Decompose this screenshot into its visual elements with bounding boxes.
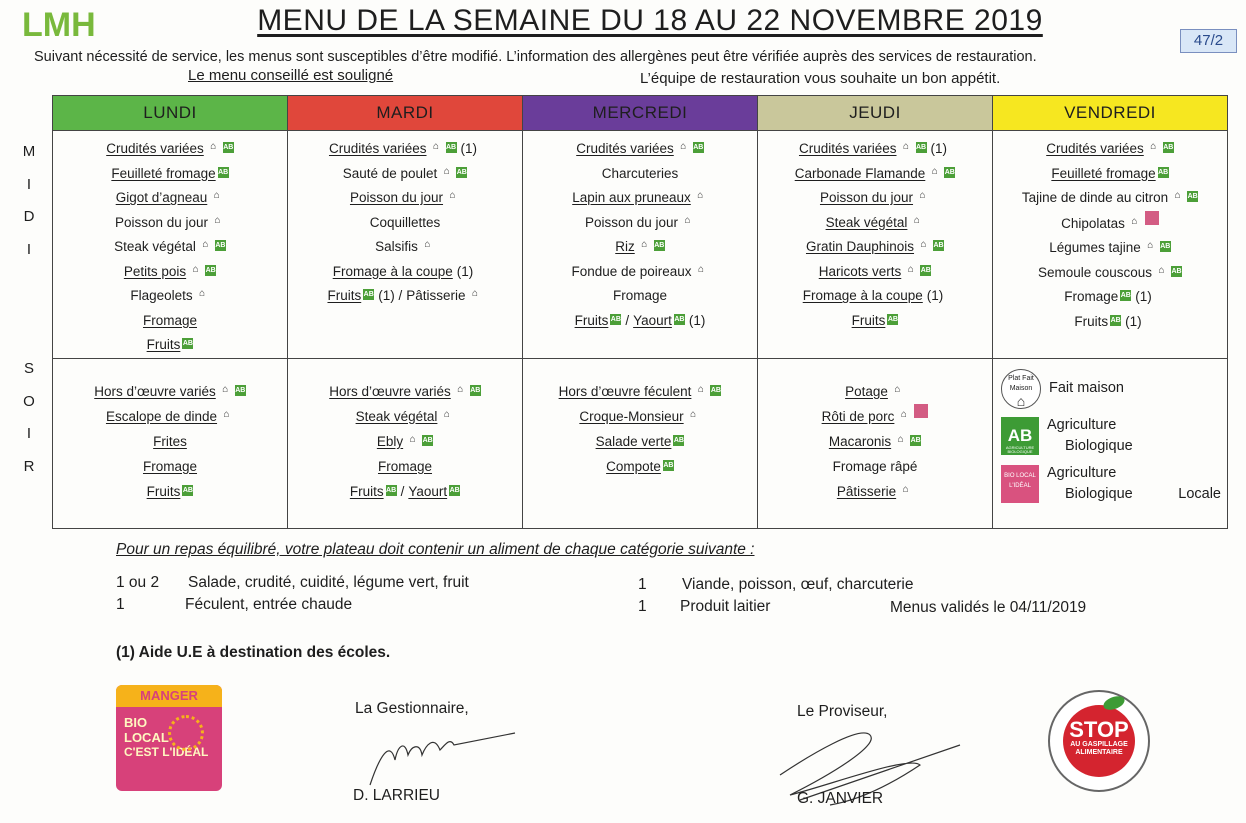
menu-item	[993, 186, 1227, 211]
reference-badge: 47/2	[1180, 29, 1237, 53]
menu-item	[758, 137, 992, 162]
menu-item-label: Fruits	[349, 483, 384, 499]
fait-maison-icon: ⌂	[223, 408, 230, 420]
ab-bio-icon: AB	[456, 168, 467, 176]
fait-maison-icon: ⌂	[214, 214, 221, 226]
menu-item-label: Fruits	[146, 337, 181, 352]
ab-bio-icon: AB	[1163, 144, 1174, 151]
ab-bio-icon: AB	[1187, 193, 1198, 200]
day-header: MARDI	[288, 96, 523, 131]
menu-item-label: Fromage	[142, 312, 198, 328]
menu-item	[53, 186, 287, 211]
menu-item-label: Fromage	[612, 288, 668, 303]
sun-icon	[168, 715, 204, 751]
menu-item	[758, 211, 992, 236]
menu-item-suffix: /	[400, 483, 405, 499]
ab-bio-icon: AB	[710, 386, 721, 394]
menu-item	[523, 235, 757, 260]
menu-item-label: Gigot d’agneau	[115, 190, 208, 205]
menu-item-label: Crudités variées	[328, 141, 427, 156]
menu-item-label: Salsifis	[375, 239, 418, 254]
menu-item-label: Fruits	[574, 312, 609, 328]
ab-bio-icon: AB AGRICULTURE BIOLOGIQUE	[1001, 417, 1039, 455]
menu-item	[288, 284, 522, 309]
menu-item-label: Chipolatas	[1061, 215, 1125, 231]
menu-item-label: Semoule couscous	[1037, 264, 1153, 280]
menu-item-label: Pâtisserie	[836, 483, 897, 499]
legend-fait-maison: Plat Fait Maison ⌂ Fait maison	[1001, 369, 1227, 409]
bon-appetit-note: L’équipe de restauration vous souhaite un bon appétit.	[640, 70, 1001, 87]
menu-item-label: Tajine de dinde au citron	[1021, 190, 1169, 205]
menu-item	[288, 454, 522, 479]
page-title: MENU DE LA SEMAINE DU 18 AU 22 NOVEMBRE 2019	[257, 4, 1043, 37]
menu-item-label: Yaourt	[408, 483, 448, 499]
ab-bio-icon: AB	[205, 266, 216, 274]
menu-item-suffix: /	[625, 312, 630, 328]
menu-item-suffix: (1)	[456, 263, 474, 279]
day-header: VENDREDI	[993, 96, 1228, 131]
fait-maison-icon: ⌂	[698, 263, 705, 275]
menu-item	[53, 379, 287, 404]
menu-item	[758, 235, 992, 260]
menu-item	[288, 379, 522, 404]
midi-row	[53, 131, 1228, 359]
soir-row	[53, 358, 1228, 529]
menu-item-label: Sauté de poulet	[342, 165, 438, 181]
fait-maison-icon: ⌂	[222, 383, 229, 395]
menu-item-label: Fromage	[142, 458, 198, 474]
menu-item-label: Fromage	[1064, 289, 1119, 304]
menu-item-suffix: (1)	[688, 312, 706, 328]
ab-bio-icon: AB	[1158, 168, 1169, 176]
fait-maison-icon: ⌂	[902, 141, 910, 152]
ab-bio-icon: AB	[944, 168, 955, 176]
ab-bio-icon: AB	[663, 461, 674, 469]
fait-maison-icon: ⌂	[192, 263, 199, 275]
ab-bio-icon: AB	[887, 315, 898, 323]
ab-bio-icon: AB	[445, 144, 457, 151]
menu-item	[523, 137, 757, 162]
side-label-soir: S O I R	[23, 360, 35, 475]
fait-maison-icon: ⌂	[1147, 240, 1154, 251]
menu-item-label: Fruits	[327, 288, 362, 303]
menu-item	[523, 309, 757, 334]
menu-item	[523, 404, 757, 429]
ab-bio-icon: AB	[910, 436, 921, 444]
day-header: JEUDI	[758, 96, 993, 131]
menu-item	[758, 162, 992, 187]
menu-item-label: Poisson du jour	[114, 214, 209, 230]
menu-item-label: Lapin aux pruneaux	[572, 190, 691, 205]
menu-item-label: Potage	[845, 383, 888, 399]
menu-item	[53, 429, 287, 454]
menu-item	[758, 186, 992, 211]
menu-item	[758, 260, 992, 285]
menu-item-label: Poisson du jour	[349, 190, 444, 205]
menu-item-label: Carbonade Flamande	[794, 165, 926, 181]
menu-item	[53, 137, 287, 162]
menu-item-label: Ebly	[376, 433, 404, 449]
gestionnaire-name: D. LARRIEU	[353, 787, 440, 804]
fait-maison-icon: ⌂	[210, 141, 217, 152]
ab-bio-icon: AB	[215, 242, 226, 249]
menu-item-suffix: (1) /	[378, 288, 403, 303]
menu-item	[288, 162, 522, 187]
menu-item	[53, 260, 287, 285]
menu-item-label: Crudités variées	[576, 141, 674, 156]
ab-bio-icon: AB	[693, 144, 704, 151]
gestionnaire-signature	[350, 715, 520, 790]
menu-item-label: Crudités variées	[106, 141, 204, 156]
stop-gaspillage-badge	[1048, 690, 1150, 792]
menu-item	[53, 284, 287, 309]
menu-item	[523, 454, 757, 479]
balanced-meal-note: Pour un repas équilibré, votre plateau doit contenir un aliment de chaque catégorie suivante :	[116, 541, 755, 558]
service-note: Suivant nécessité de service, les menus sont susceptibles d’être modifié. L’information des allergènes peut être vérifiée auprès des services de restauration.	[34, 49, 1037, 65]
menu-item-label: Crudités variées	[798, 141, 897, 156]
ab-bio-icon: AB	[470, 386, 481, 394]
ab-bio-icon: AB	[673, 436, 684, 444]
menu-item-label: Fromage	[377, 458, 433, 474]
recommended-note: Le menu conseillé est souligné	[188, 67, 394, 84]
menu-item	[523, 260, 757, 285]
menu-item	[53, 309, 287, 334]
menu-item	[53, 333, 287, 358]
fait-maison-icon: ⌂	[907, 263, 914, 275]
fait-maison-icon: ⌂	[913, 214, 920, 226]
fait-maison-icon: ⌂	[684, 214, 691, 226]
fait-maison-icon: ⌂	[443, 165, 450, 177]
menu-item-label: Crudités variées	[1046, 141, 1144, 156]
fait-maison-icon: ⌂	[900, 408, 907, 420]
menu-item	[288, 235, 522, 260]
menu-item-label: Steak végétal	[114, 239, 196, 254]
menu-item-label: Fondue de poireaux	[571, 263, 692, 279]
ab-bio-icon: AB	[422, 436, 433, 444]
fait-maison-icon: ⌂	[202, 239, 209, 250]
menu-item-label: Hors d’œuvre féculent	[558, 383, 692, 399]
ab-bio-icon: AB	[182, 486, 193, 494]
bio-local-icon	[1145, 211, 1159, 225]
menu-item-suffix: (1)	[926, 288, 944, 303]
soir-cell	[288, 359, 522, 504]
ab-bio-icon: AB	[610, 315, 621, 323]
menu-item	[288, 404, 522, 429]
fait-maison-icon: ⌂	[641, 239, 648, 250]
ab-bio-icon: AB	[1160, 243, 1171, 250]
category-item: 1 ou 2 Salade, crudité, cuidité, légume vert, fruit	[116, 574, 469, 591]
fait-maison-icon: ⌂	[471, 288, 479, 299]
menu-item	[758, 284, 992, 309]
menu-item-label: Charcuteries	[601, 165, 679, 181]
fait-maison-icon: ⌂	[894, 383, 901, 395]
fait-maison-icon: ⌂	[213, 190, 220, 201]
menu-item	[53, 162, 287, 187]
menu-item-suffix: (1)	[1125, 313, 1142, 329]
bio-local-icon: BIO LOCAL L'IDÉAL	[1001, 465, 1039, 503]
proviseur-label: Le Proviseur,	[797, 703, 888, 720]
menu-item	[523, 186, 757, 211]
fait-maison-icon: ⌂	[931, 165, 938, 177]
menu-item-label: Pâtisserie	[406, 288, 466, 303]
menu-item-label: Hors d’œuvre variés	[94, 383, 216, 399]
menu-item-label: Croque-Monsieur	[579, 408, 684, 424]
fait-maison-icon: ⌂	[443, 408, 450, 420]
fait-maison-icon: ⌂	[690, 408, 697, 420]
menu-item	[288, 479, 522, 504]
soir-cell	[523, 359, 757, 479]
validation-date: Menus validés le 04/11/2019	[890, 599, 1087, 616]
legend-local: BIO LOCAL L'IDÉAL Agriculture Biologique Locale	[1001, 463, 1227, 505]
day-header: MERCREDI	[523, 96, 758, 131]
fait-maison-icon: ⌂	[424, 239, 431, 250]
menu-item-label: Steak végétal	[825, 214, 908, 230]
menu-item	[523, 211, 757, 236]
fait-maison-icon: ⌂	[457, 383, 464, 395]
fait-maison-icon: ⌂	[432, 141, 440, 152]
menu-item-label: Haricots verts	[818, 263, 902, 279]
ab-bio-icon: AB	[674, 315, 685, 323]
menu-item-label: Riz	[615, 239, 635, 254]
menu-item	[53, 479, 287, 504]
day-header: LUNDI	[53, 96, 288, 131]
weekly-menu-table	[52, 95, 1228, 529]
lmh-logo	[20, 4, 116, 42]
menu-item	[993, 236, 1227, 261]
menu-item-label: Gratin Dauphinois	[805, 239, 915, 254]
ab-bio-icon: AB	[218, 168, 229, 176]
fait-maison-icon: ⌂	[919, 190, 926, 201]
fait-maison-icon: ⌂	[920, 239, 927, 250]
fait-maison-icon: ⌂	[897, 433, 904, 445]
fait-maison-icon: ⌂	[680, 141, 687, 152]
manger-bio-local-badge: MANGER BIO LOCAL C'EST L'IDÉAL	[116, 685, 222, 791]
category-item: 1 Produit laitier	[638, 598, 771, 615]
menu-item-label: Fruits	[1074, 313, 1109, 329]
midi-cell	[53, 131, 287, 358]
menu-item-label: Feuilleté fromage	[1051, 165, 1156, 181]
ab-bio-icon: AB	[915, 144, 927, 151]
menu-item	[523, 284, 757, 309]
soir-cell	[758, 359, 992, 504]
menu-item-label: Hors d’œuvre variés	[329, 383, 451, 399]
menu-item-suffix: (1)	[460, 141, 478, 156]
menu-item	[53, 454, 287, 479]
menu-item-label: Poisson du jour	[819, 190, 914, 205]
menu-item	[993, 310, 1227, 335]
ab-bio-icon: AB	[235, 386, 246, 394]
menu-item	[53, 404, 287, 429]
eu-aid-note: (1) Aide U.E à destination des écoles.	[116, 644, 391, 661]
menu-item	[993, 211, 1227, 237]
menu-item	[758, 429, 992, 454]
menu-item	[993, 261, 1227, 286]
menu-item-label: Yaourt	[633, 312, 672, 328]
ab-bio-icon: AB	[386, 486, 397, 494]
menu-item-label: Macaronis	[828, 433, 892, 449]
menu-item-label: Poisson du jour	[584, 214, 679, 230]
menu-item-label: Fruits	[851, 312, 886, 328]
menu-item-label: Steak végétal	[355, 408, 438, 424]
menu-item	[288, 137, 522, 162]
menu-item	[288, 429, 522, 454]
menu-item-label: Coquillettes	[369, 214, 441, 230]
menu-item	[288, 260, 522, 285]
menu-item-label: Fromage à la coupe	[802, 288, 923, 303]
menu-item-label: Escalope de dinde	[105, 408, 218, 424]
fait-maison-icon: ⌂	[409, 433, 416, 445]
midi-cell	[758, 131, 992, 333]
logo-text: LMH	[22, 6, 96, 42]
category-item: 1 Viande, poisson, œuf, charcuterie	[638, 576, 914, 593]
menu-item-label: Flageolets	[130, 288, 193, 303]
ab-bio-icon: AB	[1171, 267, 1182, 275]
menu-item	[288, 211, 522, 236]
side-label-midi: M I D I	[22, 143, 36, 258]
legend	[993, 359, 1227, 505]
fait-maison-icon: ⌂	[697, 190, 704, 201]
day-header-row	[53, 96, 1228, 131]
ab-bio-icon: AB	[223, 144, 234, 151]
menu-item	[758, 404, 992, 429]
menu-item-label: Compote	[606, 458, 661, 474]
legend-bio: AB AGRICULTURE BIOLOGIQUE Agriculture Biologique	[1001, 415, 1227, 457]
menu-item-label: Petits pois	[123, 263, 187, 279]
menu-item-label: Salade verte	[595, 433, 672, 449]
menu-item-label: Fromage à la coupe	[332, 263, 453, 279]
ab-bio-icon: AB	[449, 486, 460, 494]
midi-cell	[523, 131, 757, 333]
menu-item	[758, 454, 992, 479]
menu-item-label: Fromage râpé	[832, 458, 918, 474]
fait-maison-icon: ⌂	[1150, 141, 1157, 152]
menu-item	[993, 137, 1227, 162]
fait-maison-icon: ⌂	[697, 383, 704, 395]
menu-item-label: Légumes tajine	[1049, 240, 1141, 255]
menu-item-label: Feuilleté fromage	[111, 165, 216, 181]
fait-maison-icon: ⌂	[449, 190, 456, 201]
menu-item	[53, 211, 287, 236]
ab-bio-icon: AB	[920, 266, 931, 274]
menu-item	[523, 379, 757, 404]
menu-item	[758, 309, 992, 334]
ab-bio-icon: AB	[654, 242, 665, 249]
menu-item	[993, 162, 1227, 187]
menu-item-label: Fruits	[146, 483, 181, 499]
menu-item	[288, 186, 522, 211]
midi-cell	[993, 131, 1227, 334]
ab-bio-icon: AB	[1120, 292, 1131, 299]
menu-item-label: Rôti de porc	[821, 408, 895, 424]
ab-bio-icon: AB	[933, 242, 944, 249]
menu-item	[53, 235, 287, 260]
fait-maison-icon: ⌂	[1131, 215, 1138, 227]
soir-cell	[53, 359, 287, 504]
menu-item	[523, 429, 757, 454]
menu-item-suffix: (1)	[1135, 289, 1152, 304]
fait-maison-icon: ⌂	[902, 483, 909, 495]
menu-item	[993, 285, 1227, 310]
apple-icon: STOP AU GASPILLAGE ALIMENTAIRE	[1063, 705, 1135, 777]
fait-maison-icon: ⌂	[199, 288, 206, 299]
ab-bio-icon: AB	[182, 340, 193, 347]
ab-bio-icon: AB	[1110, 316, 1121, 324]
menu-item-label: Frites	[153, 433, 187, 449]
menu-item	[758, 479, 992, 504]
midi-cell	[288, 131, 522, 309]
fait-maison-icon: ⌂	[1174, 190, 1181, 201]
proviseur-name: G. JANVIER	[797, 790, 884, 807]
menu-item-suffix: (1)	[930, 141, 948, 156]
fait-maison-icon: Plat Fait Maison ⌂	[1001, 369, 1041, 409]
menu-item	[523, 162, 757, 187]
bio-local-icon	[914, 404, 928, 418]
menu-item	[758, 379, 992, 404]
fait-maison-icon: ⌂	[1158, 264, 1165, 276]
category-item: 1 Féculent, entrée chaude	[116, 596, 353, 613]
gestionnaire-label: La Gestionnaire,	[355, 700, 469, 717]
ab-bio-icon: AB	[363, 291, 374, 298]
